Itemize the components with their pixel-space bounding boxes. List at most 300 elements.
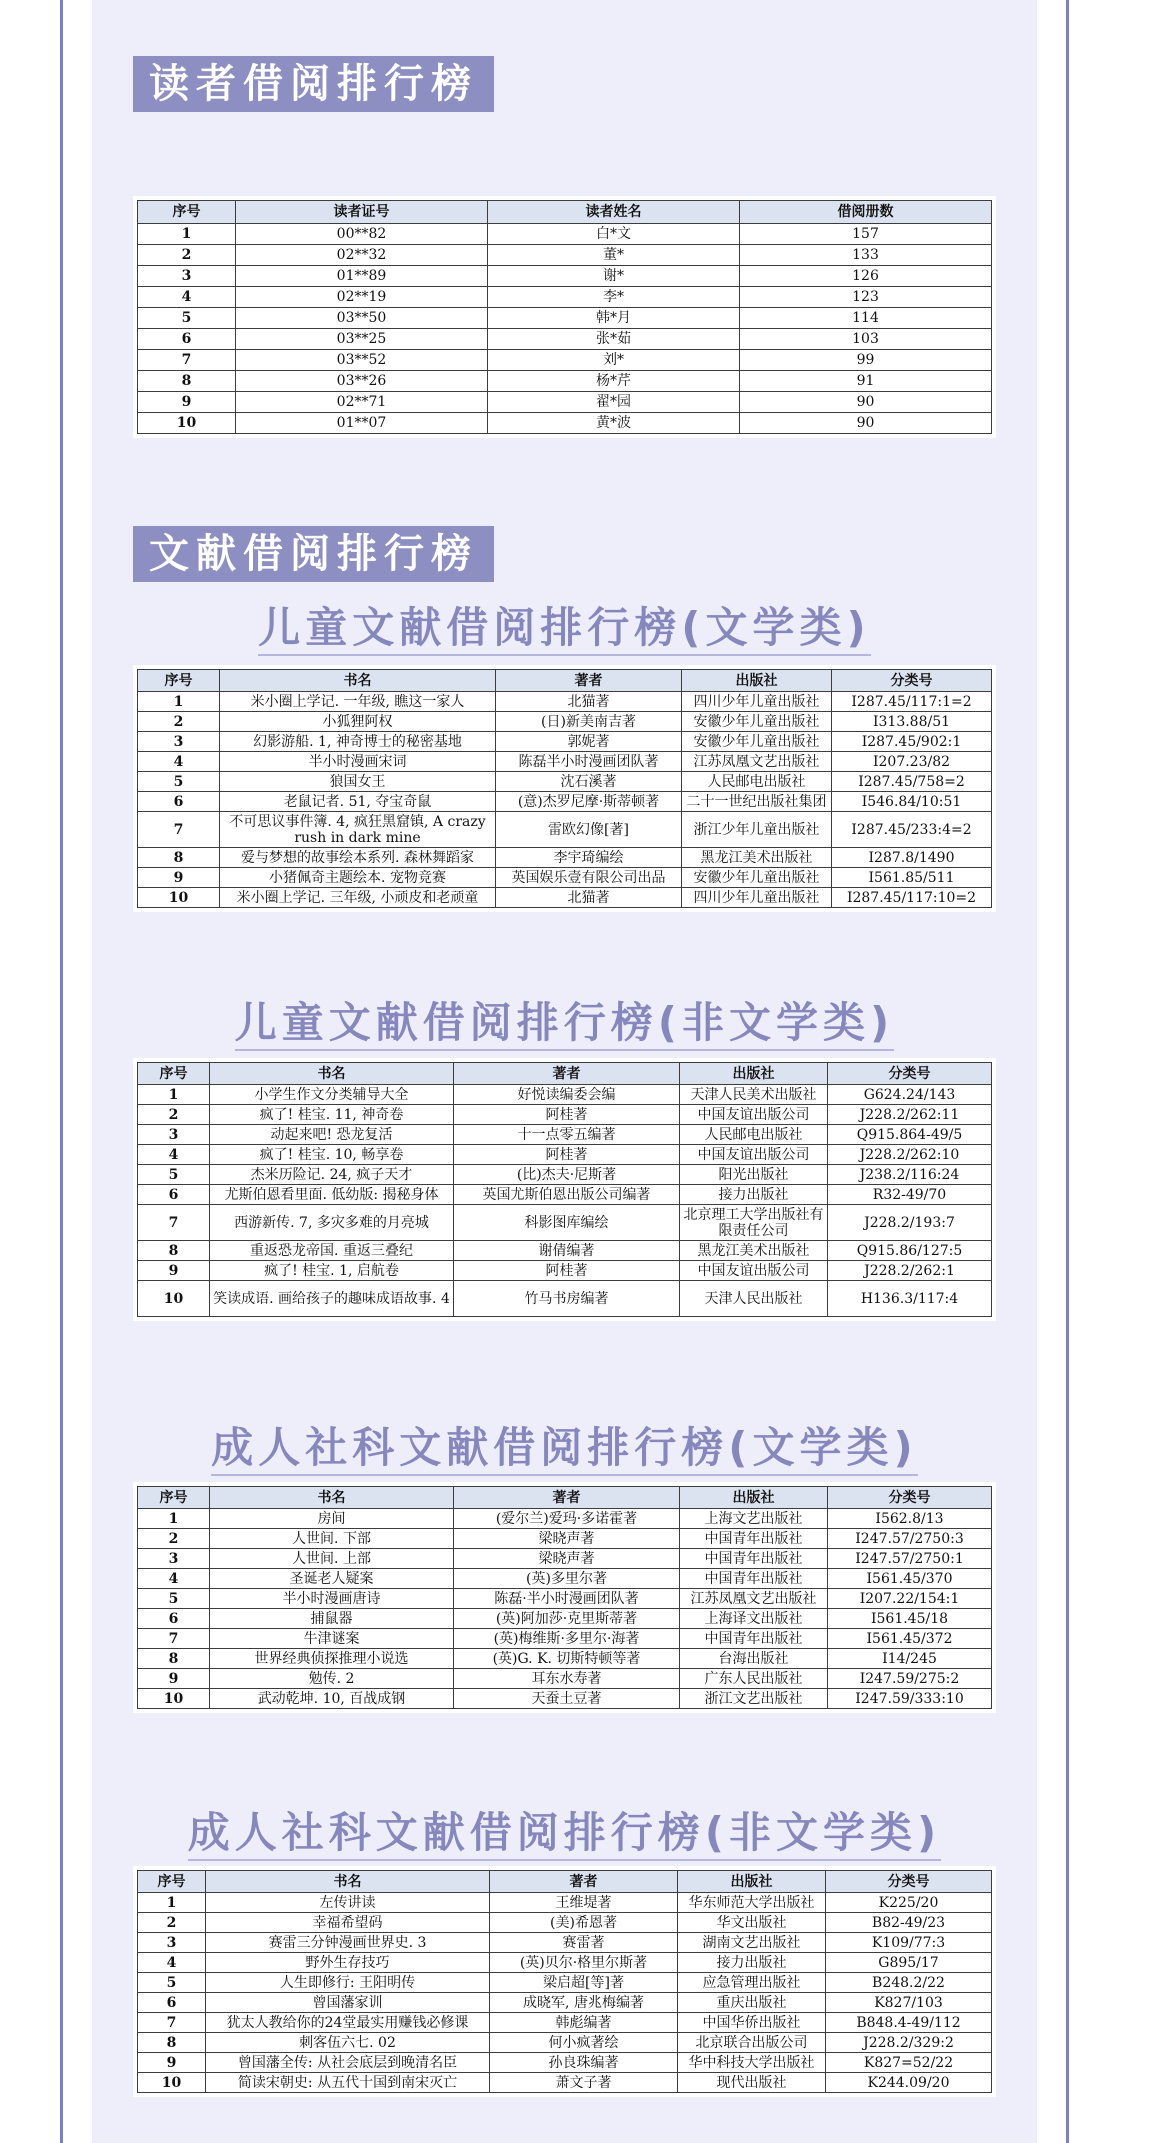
left-frame-line (60, 0, 63, 2143)
table-cell: 不可思议事件簿. 4, 疯狂黑窟镇, A crazy rush in dark mine (220, 812, 496, 848)
table-cell: 狼国女王 (220, 772, 496, 792)
table-cell: I247.57/2750:1 (828, 1549, 992, 1569)
table-cell: 沈石溪著 (496, 772, 682, 792)
table-cell: 安徽少年儿童出版社 (682, 732, 832, 752)
table-cell: 陈磊·半小时漫画团队著 (454, 1589, 680, 1609)
table-row (138, 1689, 992, 1709)
column-header: 著者 (496, 670, 682, 692)
table-cell: 何小疯著绘 (490, 2033, 678, 2053)
table-row (138, 1569, 992, 1589)
reader-ranking-table-wrap (133, 196, 996, 438)
table-cell: 浙江文艺出版社 (680, 1689, 828, 1709)
column-header: 序号 (138, 1487, 210, 1509)
children-nonliterary-title: 儿童文献借阅排行榜(非文学类) (92, 995, 1037, 1051)
column-header: 读者姓名 (488, 201, 740, 224)
table-cell: 刘* (488, 350, 740, 371)
column-header: 出版社 (678, 1871, 826, 1893)
column-header: 书名 (210, 1487, 454, 1509)
table-cell: 翟*园 (488, 392, 740, 413)
table-row (138, 1185, 992, 1205)
table-cell: 疯了! 桂宝. 11, 神奇卷 (210, 1105, 454, 1125)
table-cell: 阿桂著 (454, 1105, 680, 1125)
column-header: 分类号 (826, 1871, 992, 1893)
rank-cell: 10 (138, 1281, 210, 1317)
table-cell: 笑读成语. 画给孩子的趣味成语故事. 4 (210, 1281, 454, 1317)
column-header: 序号 (138, 1871, 206, 1893)
table-cell: (英)多里尔著 (454, 1569, 680, 1589)
table-cell: 勉传. 2 (210, 1669, 454, 1689)
table-cell: 中国友谊出版公司 (680, 1105, 828, 1125)
table-cell: 接力出版社 (680, 1185, 828, 1205)
table-cell: 简读宋朝史: 从五代十国到南宋灭亡 (206, 2073, 490, 2093)
rank-cell: 4 (138, 1953, 206, 1973)
column-header: 序号 (138, 1063, 210, 1085)
table-cell: 天蚕土豆著 (454, 1689, 680, 1709)
rank-cell: 5 (138, 308, 236, 329)
table-cell: 03**52 (236, 350, 488, 371)
table-row (138, 1261, 992, 1281)
column-header: 书名 (210, 1063, 454, 1085)
table-cell: I561.85/511 (832, 868, 992, 888)
table-cell: 中国友谊出版公司 (680, 1261, 828, 1281)
table-cell: I561.45/370 (828, 1569, 992, 1589)
column-header: 序号 (138, 201, 236, 224)
table-cell: 02**19 (236, 287, 488, 308)
table-row (138, 812, 992, 848)
rank-cell: 2 (138, 712, 220, 732)
table-row (138, 224, 992, 245)
table-row (138, 792, 992, 812)
table-cell: 杰米历险记. 24, 疯子天才 (210, 1165, 454, 1185)
table-cell: J228.2/329:2 (826, 2033, 992, 2053)
table-cell: 小狐狸阿权 (220, 712, 496, 732)
column-header: 分类号 (828, 1063, 992, 1085)
table-row (138, 413, 992, 434)
children-literary-table (137, 669, 992, 908)
right-frame-line (1066, 0, 1069, 2143)
table-cell: I247.59/275:2 (828, 1669, 992, 1689)
table-cell: 103 (740, 329, 992, 350)
rank-cell: 3 (138, 732, 220, 752)
table-cell: 现代出版社 (678, 2073, 826, 2093)
children-literary-table-wrap (133, 665, 996, 912)
table-cell: 03**50 (236, 308, 488, 329)
rank-cell: 4 (138, 752, 220, 772)
table-cell: I247.59/333:10 (828, 1689, 992, 1709)
rank-cell: 10 (138, 2073, 206, 2093)
table-cell: 中国华侨出版社 (678, 2013, 826, 2033)
rank-cell: 8 (138, 848, 220, 868)
table-cell: 黑龙江美术出版社 (682, 848, 832, 868)
table-cell: 老鼠记者. 51, 夺宝奇鼠 (220, 792, 496, 812)
table-cell: 四川少年儿童出版社 (682, 888, 832, 908)
rank-cell: 7 (138, 1205, 210, 1241)
table-cell: J228.2/193:7 (828, 1205, 992, 1241)
table-row (138, 1893, 992, 1913)
table-cell: 郭妮著 (496, 732, 682, 752)
table-cell: 武动乾坤. 10, 百战成钢 (210, 1689, 454, 1709)
table-cell: 董* (488, 245, 740, 266)
table-cell: 幻影游船. 1, 神奇博士的秘密基地 (220, 732, 496, 752)
table-row (138, 2033, 992, 2053)
children-literary-title: 儿童文献借阅排行榜(文学类) (92, 600, 1037, 656)
children-nonliterary-table-wrap (133, 1058, 996, 1321)
table-cell: 90 (740, 413, 992, 434)
rank-cell: 5 (138, 1973, 206, 1993)
children-nonliterary-table (137, 1062, 992, 1317)
table-header-row (138, 1063, 992, 1085)
table-cell: 梁启超[等]著 (490, 1973, 678, 1993)
table-cell: I287.45/233:4=2 (832, 812, 992, 848)
table-cell: 曾国藩家训 (206, 1993, 490, 2013)
table-cell: 重庆出版社 (678, 1993, 826, 2013)
rank-cell: 7 (138, 1629, 210, 1649)
table-cell: 二十一世纪出版社集团 (682, 792, 832, 812)
table-cell: 中国青年出版社 (680, 1629, 828, 1649)
table-cell: (美)希恩著 (490, 1913, 678, 1933)
table-row (138, 1629, 992, 1649)
table-cell: I287.45/117:1=2 (832, 692, 992, 712)
table-cell: (英)贝尔·格里尔斯著 (490, 1953, 678, 1973)
rank-cell: 6 (138, 1185, 210, 1205)
adult-literary-table (137, 1486, 992, 1709)
table-cell: I207.23/82 (832, 752, 992, 772)
table-cell: 114 (740, 308, 992, 329)
table-cell: K244.09/20 (826, 2073, 992, 2093)
table-cell: 人民邮电出版社 (680, 1125, 828, 1145)
table-cell: 126 (740, 266, 992, 287)
table-cell: 天津人民美术出版社 (680, 1085, 828, 1105)
table-cell: 台海出版社 (680, 1649, 828, 1669)
table-row (138, 1529, 992, 1549)
table-cell: J228.2/262:11 (828, 1105, 992, 1125)
table-row (138, 1589, 992, 1609)
table-cell: 北猫著 (496, 692, 682, 712)
table-cell: 北京联合出版公司 (678, 2033, 826, 2053)
column-header: 书名 (220, 670, 496, 692)
adult-nonliterary-title: 成人社科文献借阅排行榜(非文学类) (92, 1805, 1037, 1861)
rank-cell: 1 (138, 692, 220, 712)
rank-cell: 7 (138, 350, 236, 371)
table-cell: 小猪佩奇主题绘本. 宠物竞赛 (220, 868, 496, 888)
table-cell: B248.2/22 (826, 1973, 992, 1993)
table-cell: 华文出版社 (678, 1913, 826, 1933)
table-row (138, 888, 992, 908)
table-cell: 广东人民出版社 (680, 1669, 828, 1689)
table-row (138, 1105, 992, 1125)
table-row (138, 2073, 992, 2093)
table-cell: J238.2/116:24 (828, 1165, 992, 1185)
table-cell: 竹马书房编著 (454, 1281, 680, 1317)
table-cell: I287.8/1490 (832, 848, 992, 868)
table-cell: 王维堤著 (490, 1893, 678, 1913)
table-cell: K109/77:3 (826, 1933, 992, 1953)
table-cell: 英国娱乐壹有限公司出品 (496, 868, 682, 888)
table-cell: 应急管理出版社 (678, 1973, 826, 1993)
table-row (138, 1145, 992, 1165)
rank-cell: 7 (138, 2013, 206, 2033)
rank-cell: 6 (138, 1609, 210, 1629)
table-cell: 孙良珠编著 (490, 2053, 678, 2073)
rank-cell: 2 (138, 245, 236, 266)
table-cell: 疯了! 桂宝. 10, 畅享卷 (210, 1145, 454, 1165)
table-cell: 野外生存技巧 (206, 1953, 490, 1973)
column-header: 著者 (454, 1063, 680, 1085)
table-cell: 米小圈上学记. 三年级, 小顽皮和老顽童 (220, 888, 496, 908)
rank-cell: 6 (138, 1993, 206, 2013)
rank-cell: 5 (138, 772, 220, 792)
table-cell: 01**07 (236, 413, 488, 434)
table-cell: K827=52/22 (826, 2053, 992, 2073)
table-cell: (意)杰罗尼摩·斯蒂顿著 (496, 792, 682, 812)
table-cell: (日)新美南吉著 (496, 712, 682, 732)
table-row (138, 1993, 992, 2013)
table-cell: 江苏凤凰文艺出版社 (680, 1589, 828, 1609)
rank-cell: 9 (138, 1261, 210, 1281)
table-cell: 人民邮电出版社 (682, 772, 832, 792)
table-cell: 曾国藩全传: 从社会底层到晚清名臣 (206, 2053, 490, 2073)
table-cell: 02**71 (236, 392, 488, 413)
rank-cell: 3 (138, 1549, 210, 1569)
table-cell: 爱与梦想的故事绘本系列. 森林舞蹈家 (220, 848, 496, 868)
table-row (138, 1509, 992, 1529)
table-cell: 91 (740, 371, 992, 392)
table-cell: 华中科技大学出版社 (678, 2053, 826, 2073)
table-cell: 湖南文艺出版社 (678, 1933, 826, 1953)
table-cell: 安徽少年儿童出版社 (682, 868, 832, 888)
table-cell: 人世间. 下部 (210, 1529, 454, 1549)
table-row (138, 848, 992, 868)
adult-literary-table-wrap (133, 1482, 996, 1713)
table-cell: G624.24/143 (828, 1085, 992, 1105)
table-row (138, 266, 992, 287)
rank-cell: 1 (138, 1893, 206, 1913)
table-row (138, 287, 992, 308)
table-row (138, 371, 992, 392)
table-cell: 好悦读编委会编 (454, 1085, 680, 1105)
table-cell: 赛雷三分钟漫画世界史. 3 (206, 1933, 490, 1953)
table-row (138, 392, 992, 413)
table-cell: 阳光出版社 (680, 1165, 828, 1185)
rank-cell: 9 (138, 2053, 206, 2073)
rank-cell: 8 (138, 1241, 210, 1261)
table-header-row (138, 1871, 992, 1893)
table-cell: I247.57/2750:3 (828, 1529, 992, 1549)
rank-cell: 2 (138, 1913, 206, 1933)
table-cell: 四川少年儿童出版社 (682, 692, 832, 712)
table-cell: 上海文艺出版社 (680, 1509, 828, 1529)
table-cell: 陈磊半小时漫画团队著 (496, 752, 682, 772)
table-header-row (138, 201, 992, 224)
table-cell: 上海译文出版社 (680, 1609, 828, 1629)
table-cell: 中国友谊出版公司 (680, 1145, 828, 1165)
table-cell: I561.45/372 (828, 1629, 992, 1649)
table-row (138, 350, 992, 371)
rank-cell: 4 (138, 1569, 210, 1589)
column-header: 读者证号 (236, 201, 488, 224)
rank-cell: 9 (138, 392, 236, 413)
table-cell: 圣诞老人疑案 (210, 1569, 454, 1589)
rank-cell: 10 (138, 888, 220, 908)
table-row (138, 692, 992, 712)
table-cell: 中国青年出版社 (680, 1549, 828, 1569)
table-cell: I287.45/117:10=2 (832, 888, 992, 908)
column-header: 序号 (138, 670, 220, 692)
rank-cell: 7 (138, 812, 220, 848)
table-cell: 梁晓声著 (454, 1549, 680, 1569)
table-cell: I562.8/13 (828, 1509, 992, 1529)
table-cell: 黄*波 (488, 413, 740, 434)
table-cell: B82-49/23 (826, 1913, 992, 1933)
table-row (138, 329, 992, 350)
table-cell: J228.2/262:1 (828, 1261, 992, 1281)
table-cell: I561.45/18 (828, 1609, 992, 1629)
table-cell: 小学生作文分类辅导大全 (210, 1085, 454, 1105)
rank-cell: 5 (138, 1165, 210, 1185)
table-row (138, 1281, 992, 1317)
table-cell: 赛雷著 (490, 1933, 678, 1953)
column-header: 借阅册数 (740, 201, 992, 224)
rank-cell: 2 (138, 1105, 210, 1125)
table-cell: 十一点零五编著 (454, 1125, 680, 1145)
rank-cell: 4 (138, 1145, 210, 1165)
table-cell: I14/245 (828, 1649, 992, 1669)
table-row (138, 1669, 992, 1689)
table-cell: 03**25 (236, 329, 488, 350)
table-cell: 白*文 (488, 224, 740, 245)
rank-cell: 4 (138, 287, 236, 308)
column-header: 分类号 (828, 1487, 992, 1509)
table-cell: I287.45/758=2 (832, 772, 992, 792)
table-cell: 03**26 (236, 371, 488, 392)
table-cell: 犹太人教给你的24堂最实用赚钱必修课 (206, 2013, 490, 2033)
table-row (138, 1125, 992, 1145)
reader-ranking-table (137, 200, 992, 434)
table-cell: 黑龙江美术出版社 (680, 1241, 828, 1261)
table-cell: 北猫著 (496, 888, 682, 908)
table-cell: 米小圈上学记. 一年级, 瞧这一家人 (220, 692, 496, 712)
table-cell: 世界经典侦探推理小说选 (210, 1649, 454, 1669)
table-row (138, 1549, 992, 1569)
table-cell: 133 (740, 245, 992, 266)
table-cell: 接力出版社 (678, 1953, 826, 1973)
rank-cell: 9 (138, 868, 220, 888)
table-cell: 半小时漫画唐诗 (210, 1589, 454, 1609)
table-cell: 00**82 (236, 224, 488, 245)
table-row (138, 712, 992, 732)
table-cell: 左传讲读 (206, 1893, 490, 1913)
rank-cell: 1 (138, 1509, 210, 1529)
table-header-row (138, 670, 992, 692)
table-row (138, 1609, 992, 1629)
column-header: 著者 (454, 1487, 680, 1509)
table-row (138, 868, 992, 888)
table-cell: 幸福希望码 (206, 1913, 490, 1933)
table-cell: I546.84/10:51 (832, 792, 992, 812)
rank-cell: 8 (138, 371, 236, 392)
table-cell: 谢倩编著 (454, 1241, 680, 1261)
table-cell: 英国尤斯伯恩出版公司编著 (454, 1185, 680, 1205)
table-cell: 天津人民出版社 (680, 1281, 828, 1317)
table-cell: 疯了! 桂宝. 1, 启航卷 (210, 1261, 454, 1281)
rank-cell: 9 (138, 1669, 210, 1689)
table-cell: H136.3/117:4 (828, 1281, 992, 1317)
reader-ranking-title: 读者借阅排行榜 (133, 56, 494, 112)
table-cell: 动起来吧! 恐龙复活 (210, 1125, 454, 1145)
table-cell: 梁晓声著 (454, 1529, 680, 1549)
table-cell: K827/103 (826, 1993, 992, 2013)
rank-cell: 2 (138, 1529, 210, 1549)
table-cell: 江苏凤凰文艺出版社 (682, 752, 832, 772)
adult-literary-title: 成人社科文献借阅排行榜(文学类) (92, 1420, 1037, 1476)
table-row (138, 245, 992, 266)
table-cell: 华东师范大学出版社 (678, 1893, 826, 1913)
table-cell: 耳东水寿著 (454, 1669, 680, 1689)
table-cell: (英)梅维斯·多里尔·海著 (454, 1629, 680, 1649)
table-row (138, 1973, 992, 1993)
rank-cell: 1 (138, 224, 236, 245)
table-cell: 萧文子著 (490, 2073, 678, 2093)
literature-ranking-title: 文献借阅排行榜 (133, 526, 494, 582)
table-row (138, 1241, 992, 1261)
table-cell: 人世间. 上部 (210, 1549, 454, 1569)
table-cell: 阿桂著 (454, 1145, 680, 1165)
table-cell: 成晓军, 唐兆梅编著 (490, 1993, 678, 2013)
table-cell: R32-49/70 (828, 1185, 992, 1205)
table-cell: I207.22/154:1 (828, 1589, 992, 1609)
column-header: 分类号 (832, 670, 992, 692)
table-cell: 西游新传. 7, 多灾多难的月亮城 (210, 1205, 454, 1241)
rank-cell: 10 (138, 413, 236, 434)
table-row (138, 1085, 992, 1105)
table-row (138, 1953, 992, 1973)
table-header-row (138, 1487, 992, 1509)
table-row (138, 752, 992, 772)
table-cell: (爱尔兰)爱玛·多诺霍著 (454, 1509, 680, 1529)
rank-cell: 6 (138, 329, 236, 350)
table-cell: 浙江少年儿童出版社 (682, 812, 832, 848)
table-cell: 123 (740, 287, 992, 308)
adult-nonliterary-table (137, 1870, 992, 2093)
table-cell: 牛津谜案 (210, 1629, 454, 1649)
table-cell: 90 (740, 392, 992, 413)
table-row (138, 1933, 992, 1953)
table-row (138, 308, 992, 329)
rank-cell: 1 (138, 1085, 210, 1105)
column-header: 出版社 (682, 670, 832, 692)
table-cell: G895/17 (826, 1953, 992, 1973)
table-cell: 刺客伍六七. 02 (206, 2033, 490, 2053)
table-cell: (英)G. K. 切斯特顿等著 (454, 1649, 680, 1669)
table-cell: I313.88/51 (832, 712, 992, 732)
table-cell: 北京理工大学出版社有限责任公司 (680, 1205, 828, 1241)
table-cell: 杨*芹 (488, 371, 740, 392)
rank-cell: 10 (138, 1689, 210, 1709)
column-header: 出版社 (680, 1063, 828, 1085)
table-cell: B848.4-49/112 (826, 2013, 992, 2033)
table-cell: 02**32 (236, 245, 488, 266)
table-cell: 张*茹 (488, 329, 740, 350)
rank-cell: 6 (138, 792, 220, 812)
table-cell: 中国青年出版社 (680, 1529, 828, 1549)
table-cell: (比)杰夫·尼斯著 (454, 1165, 680, 1185)
rank-cell: 3 (138, 1125, 210, 1145)
column-header: 著者 (490, 1871, 678, 1893)
table-row (138, 732, 992, 752)
rank-cell: 5 (138, 1589, 210, 1609)
table-cell: 捕鼠器 (210, 1609, 454, 1629)
table-row (138, 772, 992, 792)
